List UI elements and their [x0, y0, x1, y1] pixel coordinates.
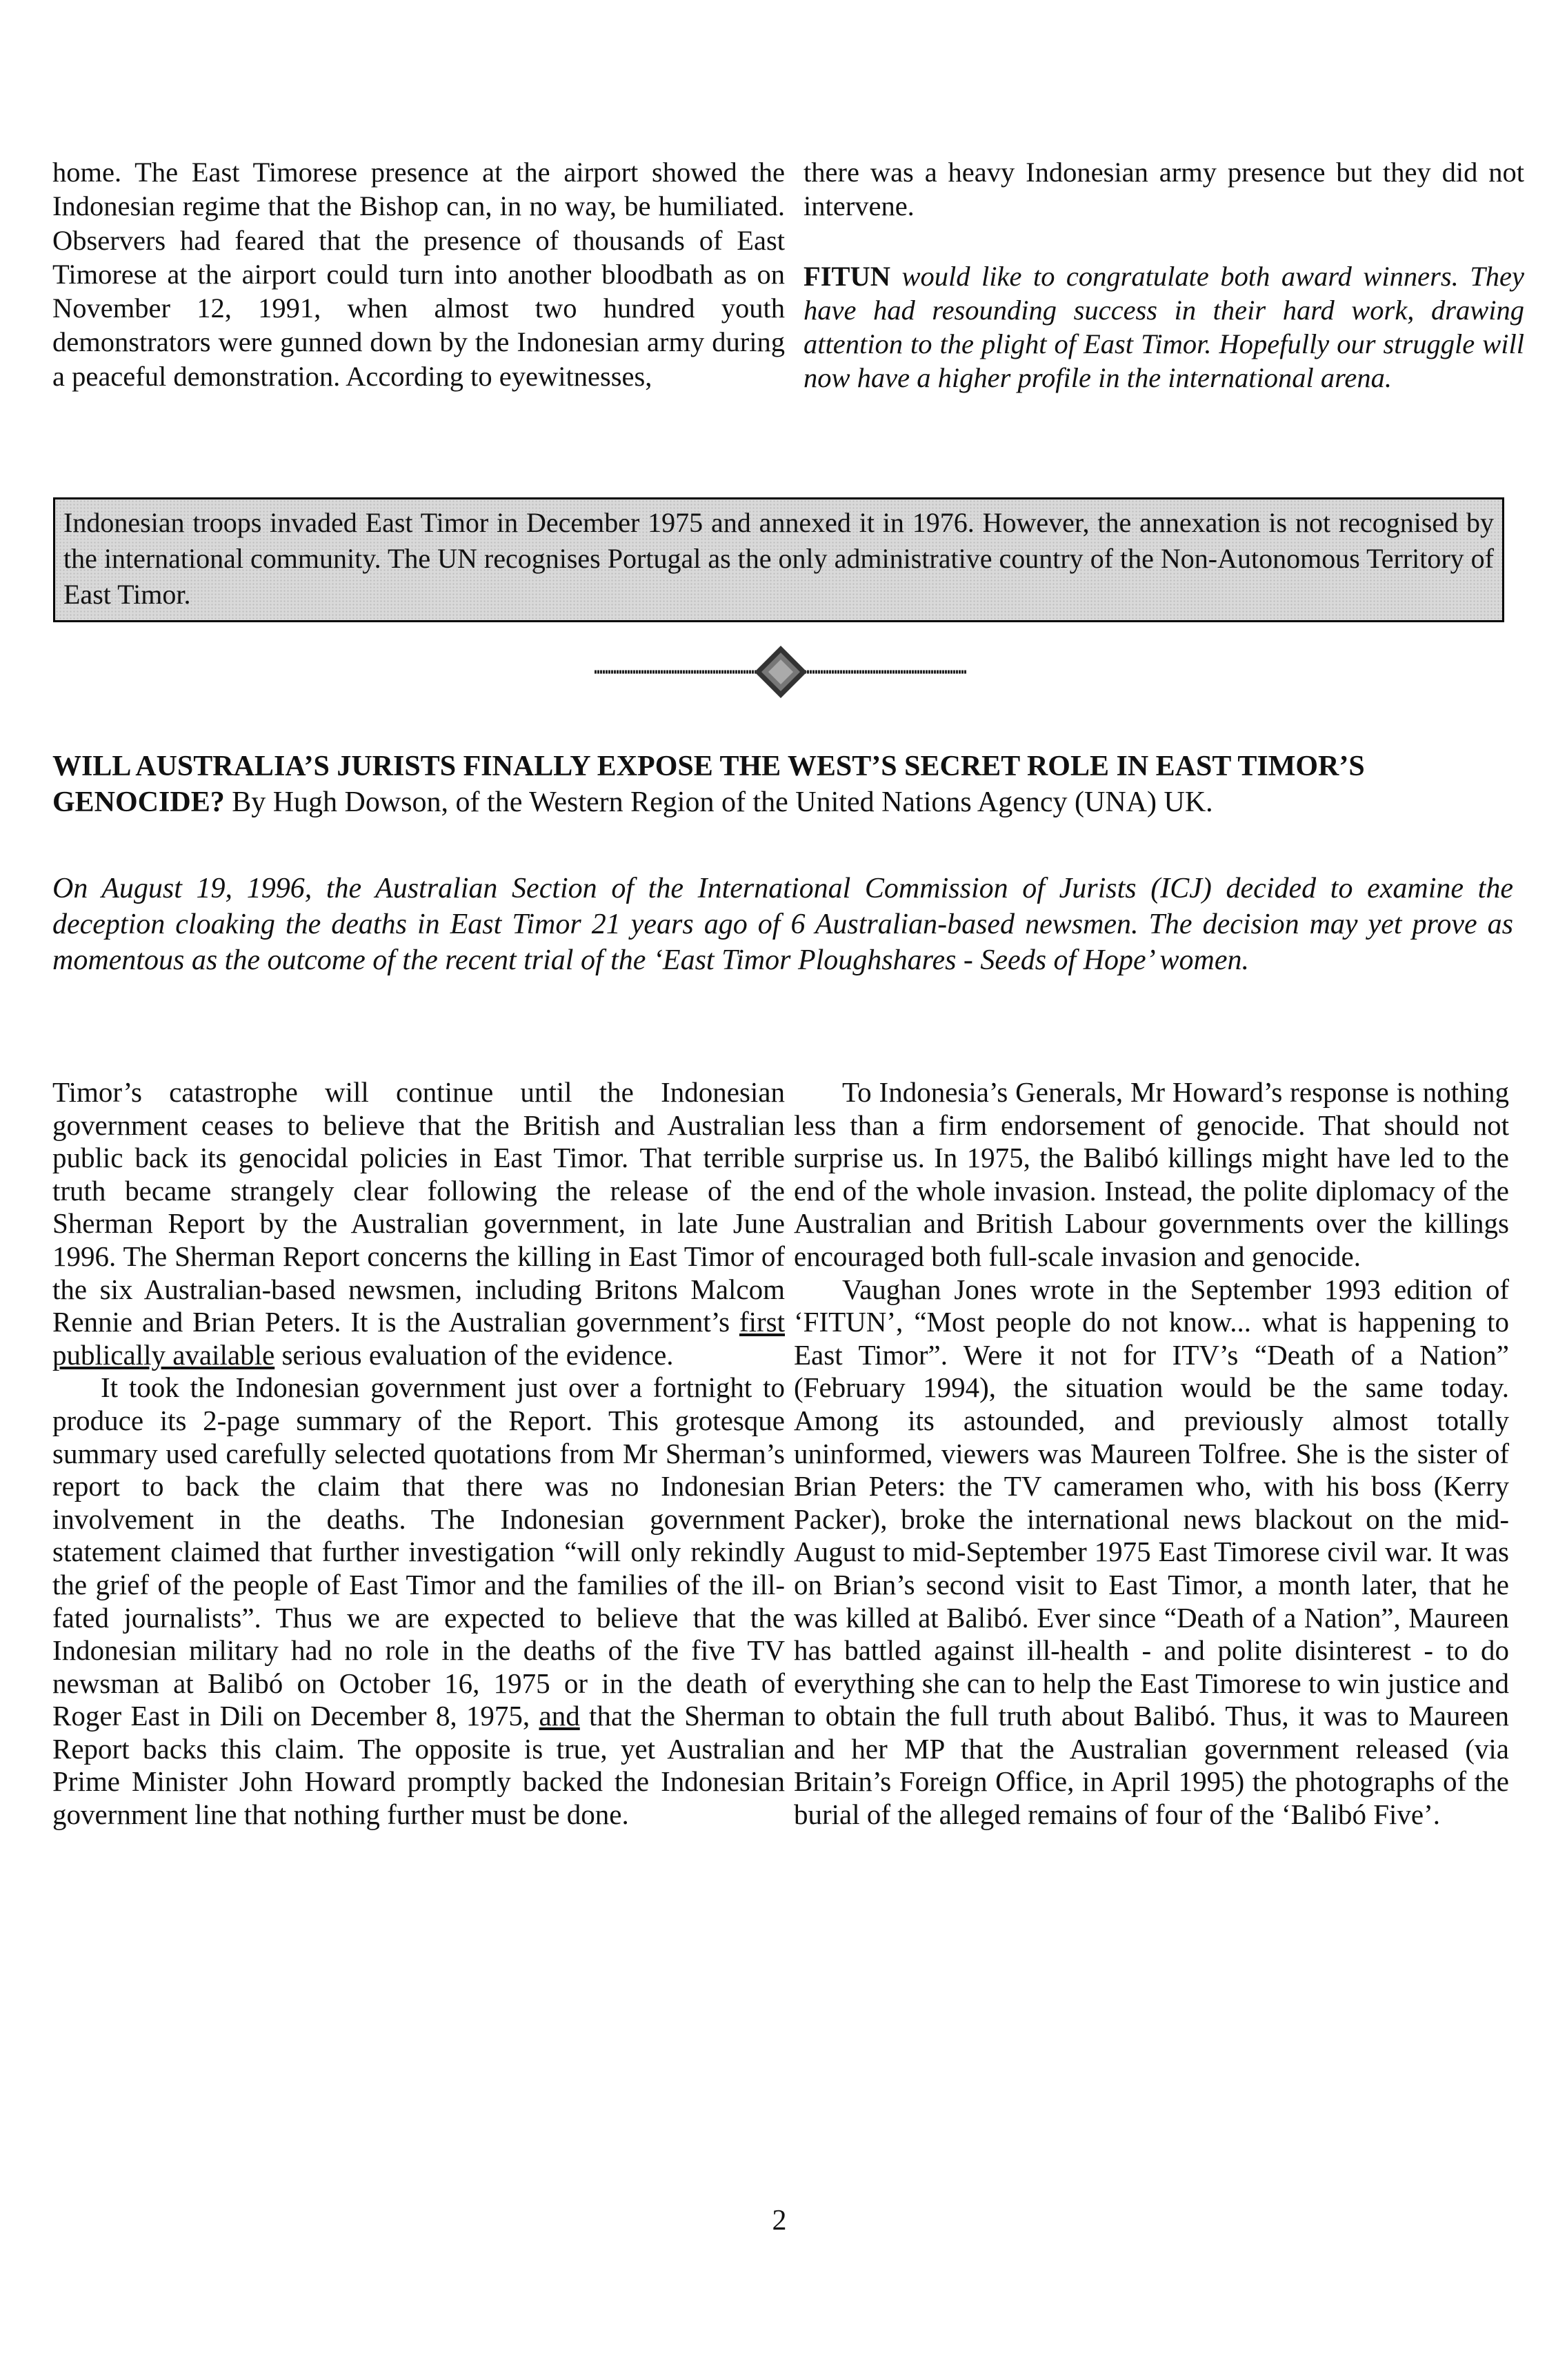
bottom-right-paragraph-2: Vaughan Jones wrote in the September 1993 edition of ‘FITUN’, “Most people do not know... what is happening to East Timor”. Were it not for ITV’s “Death of a Nation” (February 1994), the situation would be the same today. Among its astounded, and previously almost totally uninformed, viewers was Maureen Tolfree. She is the sister of Brian Peters: the TV cameramen who, with his boss (Kerry Packer), broke the international news blackout on the mid-August to mid-September 1975 East Timorese civil war. It was on Brian’s second visit to East Timor, a month later, that he was killed at Balibó. Ever since “Death of a Nation”, Maureen has battled against ill-health - and polite disinterest - to do everything she can to help the East Timorese to win justice and to obtain the full truth about Balibó. Thus, it was to Maureen and her MP that the Australian government released (via Britain’s Foreign Office, in April 1995) the photographs of the burial of the alleged remains of four of the ‘Balibó Five’.	[794, 1273, 1509, 1831]
bottom-right-column	[794, 1076, 1509, 1832]
article-lede: On August 19, 1996, the Australian Section of the International Commission of Jurists (ICJ) decided to examine the deception cloaking the deaths in East Timor 21 years ago of 6 Australian-based newsmen. The decision may yet prove as momentous as the outcome of the recent trial of the ‘East Timor Ploughshares - Seeds of Hope’ women.	[52, 873, 1513, 976]
fitun-label: FITUN	[804, 260, 891, 292]
bottom-left-column	[52, 1076, 785, 1832]
page-number: 2	[772, 2205, 787, 2237]
headline-byline: By Hugh Dowson, of the Western Region of the United Nations Agency (UNA) UK.	[224, 786, 1213, 818]
top-left-paragraph: home. The East Timorese presence at the airport showed the Indonesian regime that the Bishop can, in no way, be humiliated. Observers had feared that the presence of thousands of East Timorese at the airport could turn into another bloodbath as on November 12, 1991, when almost two hundred youth demonstrators were gunned down by the Indonesian army during a peaceful demonstration. According to eyewitnesses,	[52, 157, 785, 392]
bl-p2-text-b: that the Sherman Report backs this claim. The opposite is true, yet Australian Prime Minister John Howard promptly backed the Indonesian government line that nothing further must be done.	[52, 1700, 786, 1831]
top-left-column	[52, 155, 785, 393]
diamond-ornament-icon	[755, 646, 807, 698]
article-headline	[52, 748, 1513, 820]
headline-title: WILL AUSTRALIA’S JURISTS FINALLY EXPOSE THE WEST’S SECRET ROLE IN EAST TIMOR’S GENOCIDE?	[52, 751, 1365, 818]
bl-p2-text-a: It took the Indonesian government just over a fortnight to produce its 2-page summary of the Report. This grotesque summary used carefully selected quotations from Mr Sherman’s report to back the claim that there was no Indonesian involvement in the deaths. The Indonesian government statement claimed that further investigation “will only rekindly the grief of the people of East Timor and the families of the ill-fated journalists”. Thus we are expected to believe that the Indonesian military had no role in the deaths of the five TV newsman at Balibó on October 16, 1975 or in the death of Roger East in Dili on December 8, 1975,	[52, 1371, 785, 1732]
annexation-notice-text: Indonesian troops invaded East Timor in December 1975 and annexed it in 1976. However, the annexation is not recognised by the international community. The UN recognises Portugal as the only administrative country of the Non-Autonomous Territory of East Timor.	[63, 507, 1494, 610]
bottom-left-paragraph-1	[52, 1076, 785, 1371]
top-right-paragraph-1: there was a heavy Indonesian army presence but they did not intervene.	[804, 157, 1524, 222]
underlined-and: and	[539, 1700, 580, 1732]
underlined-phrase: first publically available	[52, 1306, 785, 1371]
top-right-column	[804, 155, 1524, 395]
annexation-notice-box	[53, 497, 1504, 622]
bottom-left-paragraph-2	[52, 1371, 785, 1831]
fitun-congratulations-paragraph	[804, 259, 1524, 395]
bl-p1-text-b: serious evaluation of the evidence.	[275, 1338, 674, 1371]
bottom-right-paragraph-1: To Indonesia’s Generals, Mr Howard’s response is nothing less than a firm endorsement of genocide. That should not surprise us. In 1975, the Balibó killings might have led to the end of the whole invasion. Instead, the polite diplomacy of the Australian and British Labour governments over the killings encouraged both full-scale invasion and genocide.	[794, 1076, 1509, 1272]
fitun-congratulations-text: would like to congratulate both award winners. They have had resounding success in their hard work, drawing attention to the plight of East Timor. Hopefully our struggle will now have a higher profile in the international arena.	[804, 260, 1524, 394]
bl-p1-text-a: Timor’s catastrophe will continue until the Indonesian government ceases to believe that the British and Australian public back its genocidal policies in East Timor. That terrible truth became strangely clear following the release of the Sherman Report by the Australian government, in late June 1996. The Sherman Report concerns the killing in East Timor of the six Australian-based newsmen, including Britons Malcom Rennie and Brian Peters. It is the Australian government’s	[52, 1076, 785, 1338]
section-divider	[595, 643, 967, 701]
